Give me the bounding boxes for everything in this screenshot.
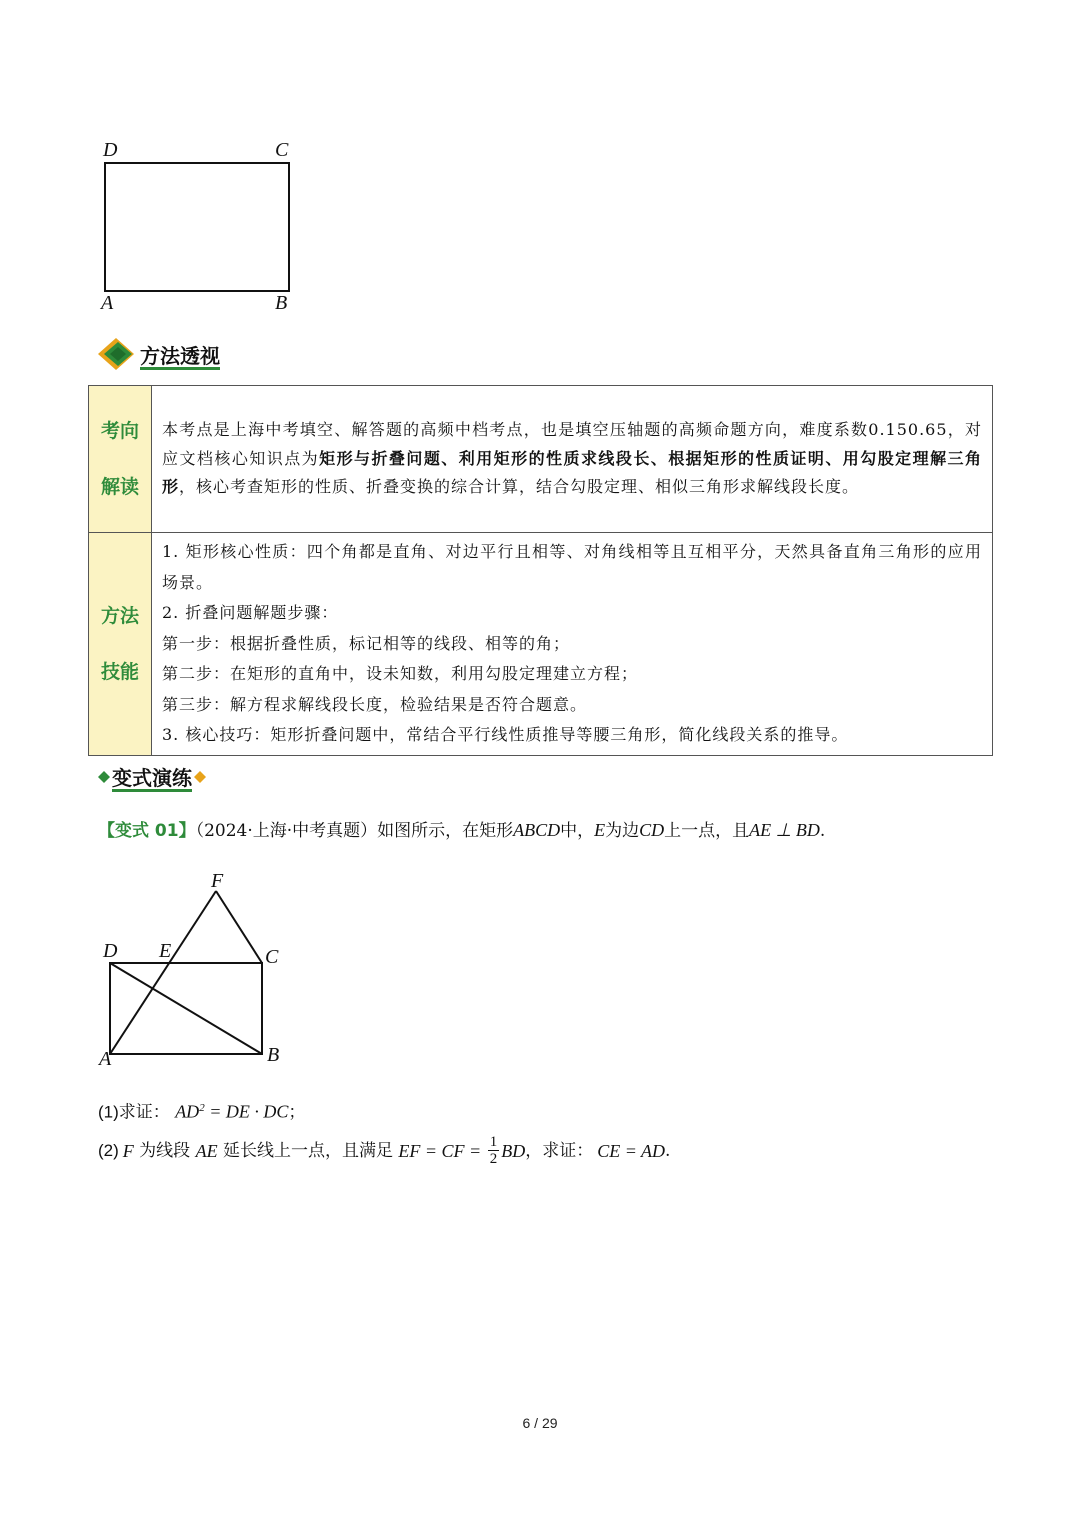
- problem-text: 上一点，且: [664, 821, 750, 841]
- math-formula: CE = AD: [597, 1140, 666, 1161]
- label-e: E: [159, 940, 172, 962]
- fraction-half: [488, 1134, 500, 1167]
- skills-line: 第二步：在矩形的直角中，设未知数，利用勾股定理建立方程；: [162, 664, 639, 683]
- problem-text: 中，: [560, 821, 595, 841]
- label-a: A: [101, 292, 114, 314]
- math-formula: EF = CF =: [398, 1140, 486, 1161]
- row-label-skills: [89, 533, 152, 756]
- label-c: C: [265, 946, 279, 968]
- math-bd: BD: [501, 1140, 526, 1161]
- skills-line: 1. 矩形核心性质：四个角都是直角、对边平行且相等、对角线相等且互相平分，天然具备直角三角形的应用场景。: [162, 542, 982, 592]
- diamond-bullet-icon: [194, 771, 206, 783]
- question-text: ；: [288, 1102, 306, 1123]
- question-text: ，求证：: [525, 1140, 594, 1161]
- method-row-skills: [89, 533, 993, 756]
- rectangle-diagram: [95, 135, 305, 320]
- skills-line: 3. 核心技巧：矩形折叠问题中，常结合平行线性质推导等腰三角形，简化线段关系的推导。: [162, 725, 849, 744]
- label-line: 技能: [100, 660, 139, 683]
- segment-fc: [216, 891, 262, 963]
- skills-text: [152, 533, 993, 756]
- figure-rectangle: [95, 135, 305, 320]
- fraction-numerator: 1: [489, 1134, 498, 1150]
- math-abcd: ABCD: [513, 820, 561, 840]
- figure-rectangle-fold: [95, 868, 295, 1073]
- label-a: A: [99, 1048, 112, 1070]
- method-row-analysis: [89, 386, 993, 533]
- problem-statement: [98, 816, 998, 845]
- practice-title: 变式演练: [112, 766, 192, 790]
- label-line: 考向: [100, 420, 139, 442]
- label-line: 方法: [100, 604, 139, 627]
- rectangle-abcd: [105, 163, 289, 291]
- label-b: B: [275, 292, 288, 314]
- math-condition: AE ⊥ BD: [749, 820, 820, 840]
- diamond-bullet-icon: [98, 771, 110, 783]
- method-table: [88, 385, 993, 756]
- label-f: F: [211, 870, 224, 892]
- label-d: D: [103, 139, 118, 161]
- problem-text: .: [819, 821, 826, 841]
- math-formula: = DE · DC: [204, 1101, 289, 1122]
- label-c: C: [275, 139, 289, 161]
- problem-source: （2024·上海·中考真题）: [195, 821, 378, 841]
- practice-heading: [98, 762, 206, 791]
- math-ae: AE: [195, 1140, 218, 1161]
- analysis-text: [152, 386, 993, 533]
- math-ad: AD: [175, 1101, 200, 1122]
- question-1: [98, 1094, 305, 1127]
- page-number: 6 / 29: [522, 1415, 558, 1431]
- label-line: 解读: [100, 476, 139, 498]
- question-2: [98, 1134, 670, 1167]
- problem-text: 为边: [605, 821, 640, 841]
- question-text: 为线段: [133, 1140, 196, 1161]
- fold-diagram: [95, 868, 295, 1073]
- diagonal-bd: [110, 963, 262, 1054]
- label-d: D: [103, 940, 118, 962]
- question-text: 延长线上一点，且满足: [217, 1140, 399, 1161]
- math-cd: CD: [639, 820, 665, 840]
- question-number: (1): [98, 1102, 119, 1122]
- analysis-text-1: 本考点是上海中考填空、解答题的高频中档考点，也是填空压轴题的高频命题方向，难度系数0.150.65，对应文档核心知识点为: [162, 420, 982, 468]
- problem-text: 如图所示，在矩形: [377, 821, 514, 841]
- fraction-denominator: 2: [489, 1151, 498, 1167]
- skills-line: 第三步：解方程求解线段长度，检验结果是否符合题意。: [162, 694, 588, 714]
- skills-line: 2. 折叠问题解题步骤：: [162, 603, 339, 622]
- problem-tag: 【变式 01】: [98, 821, 196, 841]
- method-title: 方法透视: [140, 343, 220, 368]
- math-f: F: [122, 1140, 134, 1161]
- math-e: E: [594, 820, 606, 840]
- question-number: (2): [98, 1140, 119, 1160]
- label-b: B: [267, 1044, 280, 1066]
- method-heading: [96, 336, 220, 372]
- diamond-icon: [96, 336, 140, 372]
- skills-line: 第一步：根据折叠性质，标记相等的线段、相等的角；: [162, 633, 571, 653]
- question-text: 求证：: [118, 1102, 170, 1123]
- row-label-analysis: [89, 386, 152, 533]
- question-text: .: [665, 1140, 671, 1161]
- analysis-text-2: ，核心考查矩形的性质、折叠变换的综合计算，结合勾股定理、相似三角形求解线段长度。: [179, 477, 860, 497]
- analysis-key-points: 矩形与折叠问题、利用矩形的性质求线段长、根据矩形的性质证明、用勾股定理解三角形: [162, 448, 982, 497]
- math-exponent: 2: [199, 1102, 205, 1114]
